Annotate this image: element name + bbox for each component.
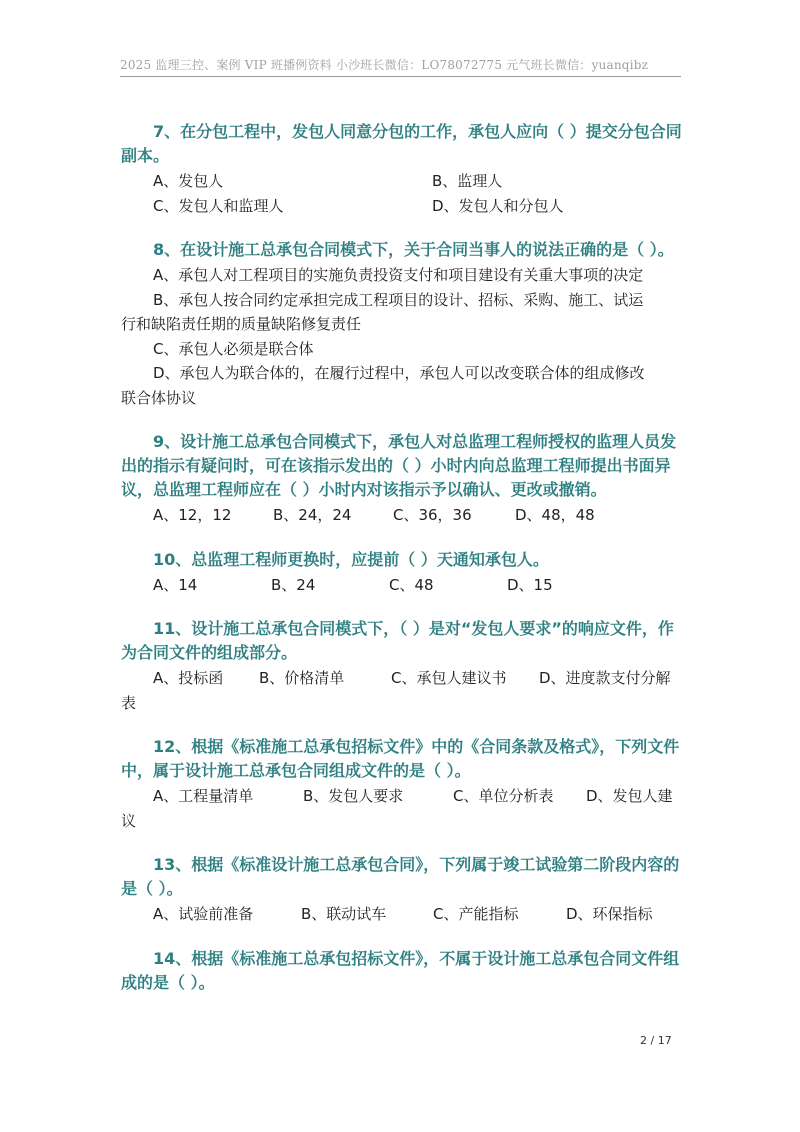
option-b-line-1: B、承包人按合同约定承担完成工程项目的设计、招标、采购、施工、试运 <box>153 290 644 309</box>
question-10 <box>121 548 683 598</box>
option-row <box>121 169 683 194</box>
option-c: C、承包人必须是联合体 <box>153 339 314 358</box>
option-c: C、产能指标 <box>433 905 519 923</box>
option-row <box>121 503 683 528</box>
option-row <box>121 902 683 927</box>
question-stem: 10、总监理工程师更换时，应提前（ ）天通知承包人。 <box>153 549 549 569</box>
question-11 <box>121 617 683 715</box>
option-b-line-2: 行和缺陷责任期的质量缺陷修复责任 <box>121 315 362 333</box>
option-c: C、36，36 <box>393 506 472 524</box>
question-stem: 14、根据《标准施工总承包招标文件》，不属于设计施工总承包合同文件组成的是（ ）。 <box>121 948 680 992</box>
option-row <box>121 784 683 809</box>
option-b: B、发包人要求 <box>303 787 404 805</box>
option-c: C、承包人建议书 <box>391 669 507 687</box>
header-divider <box>120 76 681 77</box>
option-b: B、24，24 <box>273 506 352 524</box>
option-a: A、工程量清单 <box>153 787 254 805</box>
question-12 <box>121 735 683 833</box>
option-a: A、投标函 <box>153 669 224 687</box>
option-a: A、14 <box>153 575 198 594</box>
question-stem: 7、在分包工程中，发包人同意分包的工作，承包人应向（ ）提交分包合同副本。 <box>121 122 682 165</box>
option-c: C、单位分析表 <box>453 787 554 805</box>
question-stem: 12、根据《标准施工总承包招标文件》中的《合同条款及格式》，下列文件中，属于设计施工总承包合同组成文件的是（ ）。 <box>121 737 680 780</box>
option-d-line-1: D、承包人为联合体的，在履行过程中，承包人可以改变联合体的组成修改 <box>153 364 645 382</box>
page-header: 2025 监理三控、案例 VIP 班播例资料 小沙班长微信：LO78072775 元气班长微信：yuanqibz <box>120 58 649 72</box>
option-a: A、发包人 <box>153 172 224 190</box>
option-c: C、48 <box>389 575 434 594</box>
option-b: B、24 <box>271 575 316 594</box>
question-stem: 13、根据《标准设计施工总承包合同》，下列属于竣工试验第二阶段内容的是（ ）。 <box>121 855 680 898</box>
option-row <box>121 194 683 219</box>
option-b: B、联动试车 <box>301 905 387 923</box>
question-stem: 11、设计施工总承包合同模式下，（ ）是对“发包人要求”的响应文件，作为合同文件的组成部分。 <box>121 619 674 662</box>
option-c: C、发包人和监理人 <box>153 196 284 215</box>
question-list <box>121 120 683 1015</box>
option-b: B、价格清单 <box>259 669 345 687</box>
option-row <box>121 573 683 598</box>
option-d: D、发包人和分包人 <box>432 196 564 215</box>
question-7 <box>121 120 683 218</box>
option-d-line-2: 议 <box>121 811 137 830</box>
option-a: A、12，12 <box>153 506 232 524</box>
question-stem: 8、在设计施工总承包合同模式下，关于合同当事人的说法正确的是（ ）。 <box>153 240 674 259</box>
option-d-line-1: D、进度款支付分解 <box>539 669 671 687</box>
option-d-line-2: 联合体协议 <box>121 388 197 407</box>
question-14 <box>121 947 683 995</box>
option-row <box>121 666 683 691</box>
option-d: D、48，48 <box>515 506 595 524</box>
question-13 <box>121 853 683 927</box>
option-a: A、试验前准备 <box>153 905 254 923</box>
option-a: A、承包人对工程项目的实施负责投资支付和项目建设有关重大事项的决定 <box>153 266 644 284</box>
option-d: D、15 <box>507 575 553 594</box>
option-d-line-1: D、发包人建 <box>586 787 673 805</box>
question-8 <box>121 238 683 410</box>
option-d-line-2: 表 <box>121 693 137 712</box>
option-d: D、环保指标 <box>566 905 653 923</box>
question-9 <box>121 430 683 528</box>
question-stem: 9、设计施工总承包合同模式下，承包人对总监理工程师授权的监理人员发出的指示有疑问时，可在该指示发出的（ ）小时内向总监理工程师提出书面异议，总监理工程师应在（ ）小时内对该指示予以确认、更改或撤销。 <box>121 432 677 499</box>
option-b: B、监理人 <box>432 172 503 190</box>
page-number: 2 / 17 <box>640 1034 672 1047</box>
